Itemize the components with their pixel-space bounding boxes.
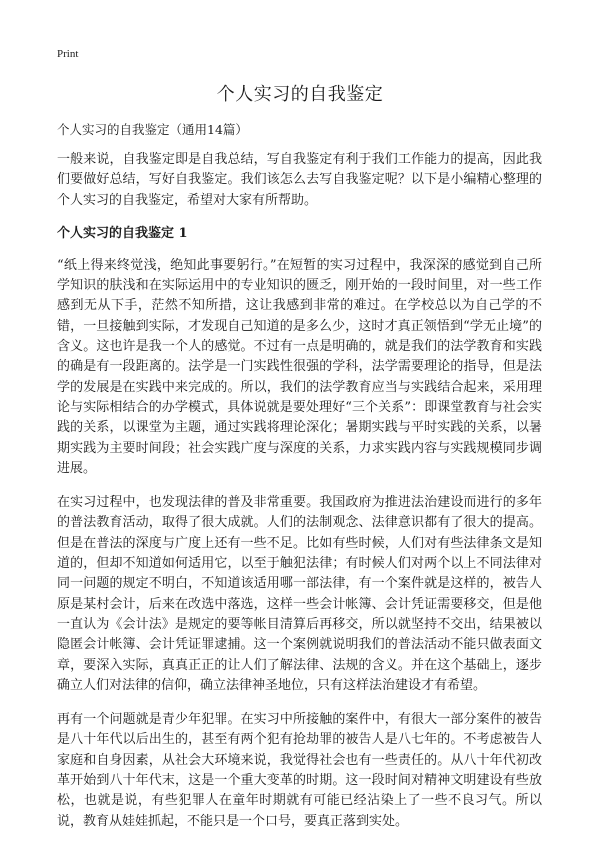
intro-paragraph: 一般来说，自我鉴定即是自我总结，写自我鉴定有利于我们工作能力的提高，因此我们要做好总结，写好自我鉴定。我们该怎么去写自我鉴定呢？以下是小编精心整理的个人实习的自我鉴定，希望对大家有所帮助。 (57, 152, 542, 208)
body-paragraph-1: “纸上得来终觉浅，绝知此事要躬行。”在短暂的实习过程中，我深深的感觉到自己所学知识的肤浅和在实际运用中的专业知识的匮乏，刚开始的一段时间里，对一些工作感到无从下手，茫然不知所措，这让我感到非常的难过。在学校总以为自己学的不错，一旦接触到实际，才发现自己知道的是多么少，这时才真正领悟到“学无止境”的含义。这也许是我一个人的感觉。不过有一点是明确的，就是我们的法学教育和实践的确是有一段距离的。法学是一门实践性很强的学科，法学需要理论的指导，但是法学的发展是在实践中来完成的。所以，我们的法学教育应当与实践结合起来，采用理论与实际相结合的办学模式，具体说就是要处理好“三个关系”：即课堂教育与社会实践的关系，以课堂为主题，通过实践将理论深化；暑期实践与平时实践的关系，以暑期实践为主要时间段；社会实践广度与深度的关系，力求实践内容与实践规模同步调进展。 (57, 257, 542, 476)
document-subtitle: 个人实习的自我鉴定（通用14篇） (57, 122, 248, 137)
document-title: 个人实习的自我鉴定 (216, 84, 384, 105)
document-body (57, 150, 542, 846)
print-link[interactable]: Print (57, 48, 79, 60)
section-heading: 个人实习的自我鉴定 1 (57, 225, 188, 241)
body-paragraph-3: 再有一个问题就是青少年犯罪。在实习中所接触的案件中，有很大一部分案件的被告是八十年代以后出生的，甚至有两个犯有抢劫罪的被告人是八七年的。不考虑被告人家庭和自身因素，从社会大环境来说，我觉得社会也有一些责任的。从八十年代初改革开始到八十年代末，这是一个重大变革的时期。这一段时间对精神文明建设有些放松，也就是说，有些犯罪人在童年时期就有可能已经沾染上了一些不良习气。所以说，教育从娃娃抓起，不能只是一个口号，要真正落到实处。 (57, 712, 542, 829)
body-paragraph-2: 在实习过程中，也发现法律的普及非常重要。我国政府为推进法治建设而进行的多年的普法教育活动，取得了很大成就。人们的法制观念、法律意识都有了很大的提高。但是在普法的深度与广度上还有一些不足。比如有些时候，人们对有些法律条文是知道的，但却不知道如何适用它，以至于触犯法律；有时候人们对两个以上不同法律对同一问题的规定不明白，不知道该适用哪一部法律，有一个案件就是这样的，被告人原是某村会计，后来在改选中落选，这样一些会计帐簿、会计凭证需要移交，但是他一直认为《会计法》是规定的要等帐目清算后再移交，所以就坚持不交出，结果被以隐匿会计帐簿、会计凭证罪逮捕。这一个案例就说明我们的普法活动不能只做表面文章，要深入实际，真真正正的让人们了解法律、法规的含义。并在这个基础上，逐步确立人们对法律的信仰，确立法律神圣地位，只有这样法治建设才有希望。 (57, 495, 542, 693)
